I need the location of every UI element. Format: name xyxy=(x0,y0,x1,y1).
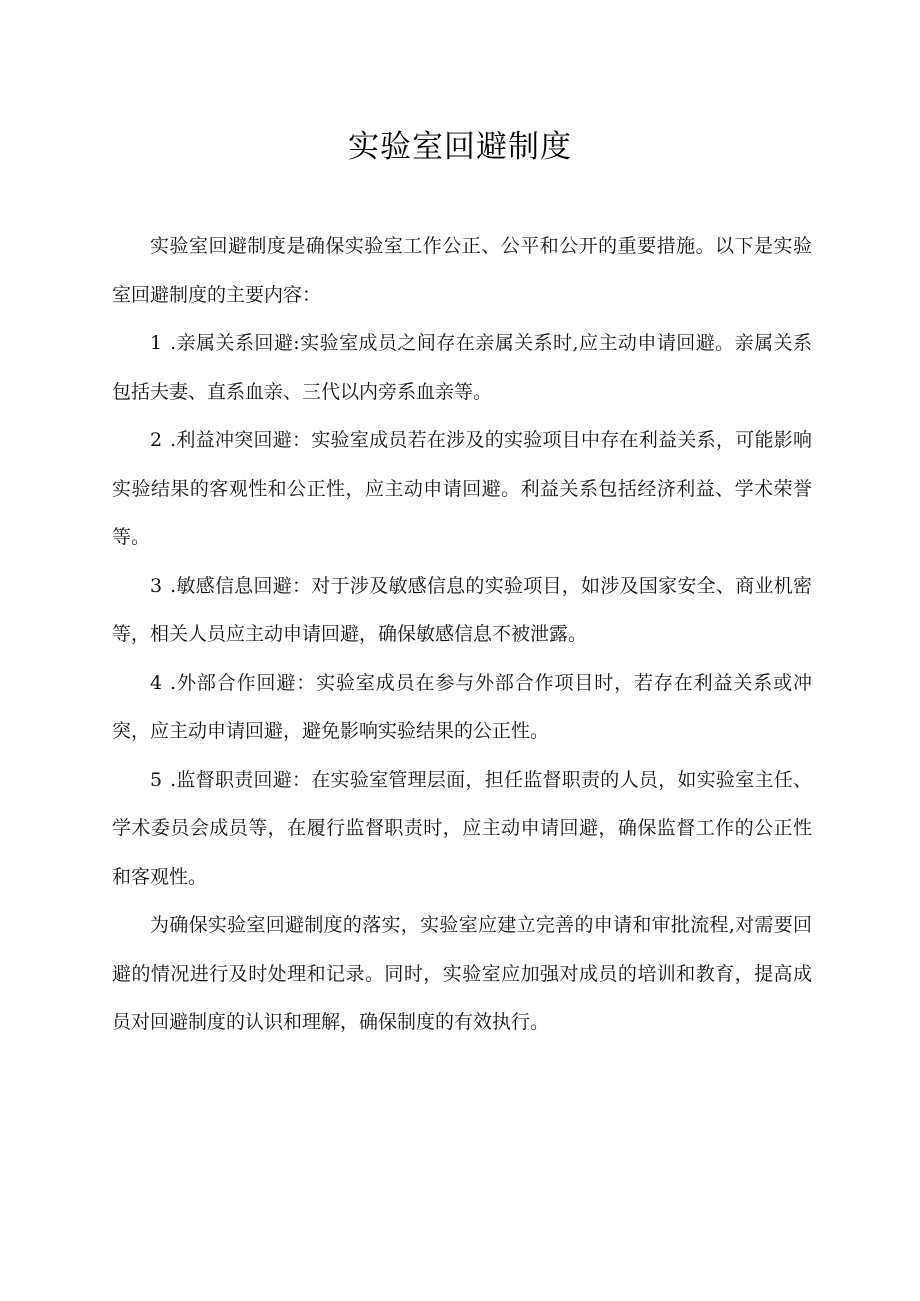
item-text: .监督职责回避：在实验室管理层面，担任监督职责的人员，如实验室主任、学术委员会成员等，在履行监督职责时，应主动申请回避，确保监督工作的公正性和客观性。 xyxy=(112,768,812,888)
item-number: 3 xyxy=(150,574,163,597)
list-item xyxy=(112,416,812,562)
intro-paragraph: 实验室回避制度是确保实验室工作公正、公平和公开的重要措施。以下是实验室回避制度的主要内容： xyxy=(112,235,812,306)
conclusion-paragraph: 为确保实验室回避制度的落实，实验室应建立完善的申请和审批流程,对需要回避的情况进行及时处理和记录。同时，实验室应加强对成员的培训和教育，提高成员对回避制度的认识和理解，确保制度的有效执行。 xyxy=(112,914,812,1033)
document-body xyxy=(112,222,812,1047)
item-text: .敏感信息回避：对于涉及敏感信息的实验项目，如涉及国家安全、商业机密等，相关人员应主动申请回避，确保敏感信息不被泄露。 xyxy=(112,574,812,645)
item-number: 2 xyxy=(150,429,163,451)
item-number: 1 xyxy=(150,332,163,354)
list-item xyxy=(112,756,812,902)
item-text: .外部合作回避：实验室成员在参与外部合作项目时，若存在利益关系或冲突，应主动申请回避，避免影响实验结果的公正性。 xyxy=(112,671,812,742)
list-item xyxy=(112,562,812,659)
item-text: .利益冲突回避：实验室成员若在涉及的实验项目中存在利益关系，可能影响实验结果的客观性和公正性，应主动申请回避。利益关系包括经济利益、学术荣誉等。 xyxy=(112,429,812,548)
list-item xyxy=(112,659,812,756)
item-text: .亲属关系回避:实验室成员之间存在亲属关系时,应主动申请回避。亲属关系包括夫妻、直系血亲、三代以内旁系血亲等。 xyxy=(112,332,812,403)
document-title: 实验室回避制度 xyxy=(348,129,572,165)
list-item xyxy=(112,319,812,416)
item-number: 5 xyxy=(150,768,163,791)
item-number: 4 xyxy=(150,671,163,694)
